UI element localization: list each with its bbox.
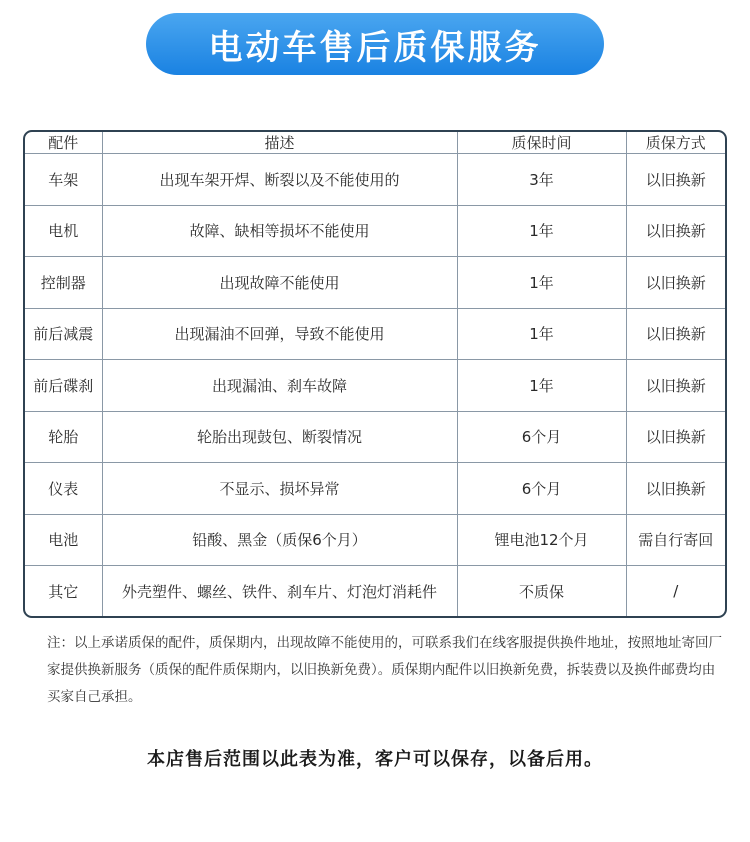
cell-period: 1年	[457, 308, 626, 360]
table-header-row	[25, 132, 725, 154]
cell-description: 故障、缺相等损坏不能使用	[102, 205, 457, 257]
footer-statement: 本店售后范围以此表为准，客户可以保存，以备后用。	[147, 749, 603, 770]
cell-part: 前后碟刹	[25, 360, 102, 412]
cell-method: 以旧换新	[626, 411, 725, 463]
table-row	[25, 514, 725, 566]
table-row	[25, 205, 725, 257]
title-banner	[146, 13, 604, 75]
cell-part: 控制器	[25, 257, 102, 309]
table-row	[25, 257, 725, 309]
header-part: 配件	[25, 132, 102, 154]
page-title: 电动车售后质保服务	[208, 27, 542, 68]
cell-period: 1年	[457, 205, 626, 257]
cell-method: 以旧换新	[626, 463, 725, 515]
cell-description: 轮胎出现鼓包、断裂情况	[102, 411, 457, 463]
table-row	[25, 411, 725, 463]
cell-period: 6个月	[457, 411, 626, 463]
cell-period: 不质保	[457, 566, 626, 616]
cell-description: 铅酸、黑金（质保6个月）	[102, 514, 457, 566]
cell-period: 1年	[457, 360, 626, 412]
cell-method: 需自行寄回	[626, 514, 725, 566]
table-row	[25, 360, 725, 412]
table-row	[25, 566, 725, 616]
cell-description: 出现故障不能使用	[102, 257, 457, 309]
cell-method: 以旧换新	[626, 154, 725, 206]
cell-method: 以旧换新	[626, 257, 725, 309]
header-description: 描述	[102, 132, 457, 154]
cell-part: 电池	[25, 514, 102, 566]
cell-description: 出现漏油不回弹，导致不能使用	[102, 308, 457, 360]
cell-description: 出现漏油、刹车故障	[102, 360, 457, 412]
header-warranty-method: 质保方式	[626, 132, 725, 154]
cell-method: 以旧换新	[626, 308, 725, 360]
cell-period: 锂电池12个月	[457, 514, 626, 566]
cell-method: /	[626, 566, 725, 616]
warranty-table	[23, 130, 727, 618]
cell-period: 6个月	[457, 463, 626, 515]
cell-part: 电机	[25, 205, 102, 257]
cell-description: 外壳塑件、螺丝、铁件、刹车片、灯泡灯消耗件	[102, 566, 457, 616]
cell-part: 轮胎	[25, 411, 102, 463]
cell-period: 3年	[457, 154, 626, 206]
cell-part: 车架	[25, 154, 102, 206]
cell-description: 不显示、损坏异常	[102, 463, 457, 515]
cell-part: 其它	[25, 566, 102, 616]
cell-period: 1年	[457, 257, 626, 309]
cell-method: 以旧换新	[626, 360, 725, 412]
cell-method: 以旧换新	[626, 205, 725, 257]
table-row	[25, 154, 725, 206]
table-row	[25, 463, 725, 515]
cell-description: 出现车架开焊、断裂以及不能使用的	[102, 154, 457, 206]
warranty-note: 注：以上承诺质保的配件，质保期内，出现故障不能使用的，可联系我们在线客服提供换件地址，按照地址寄回厂家提供换新服务（质保的配件质保期内，以旧换新免费）。质保期内配件以旧换新免费，拆装费以及换件邮费均由买家自己承担。	[47, 635, 722, 705]
cell-part: 仪表	[25, 463, 102, 515]
cell-part: 前后减震	[25, 308, 102, 360]
header-warranty-period: 质保时间	[457, 132, 626, 154]
table-row	[25, 308, 725, 360]
